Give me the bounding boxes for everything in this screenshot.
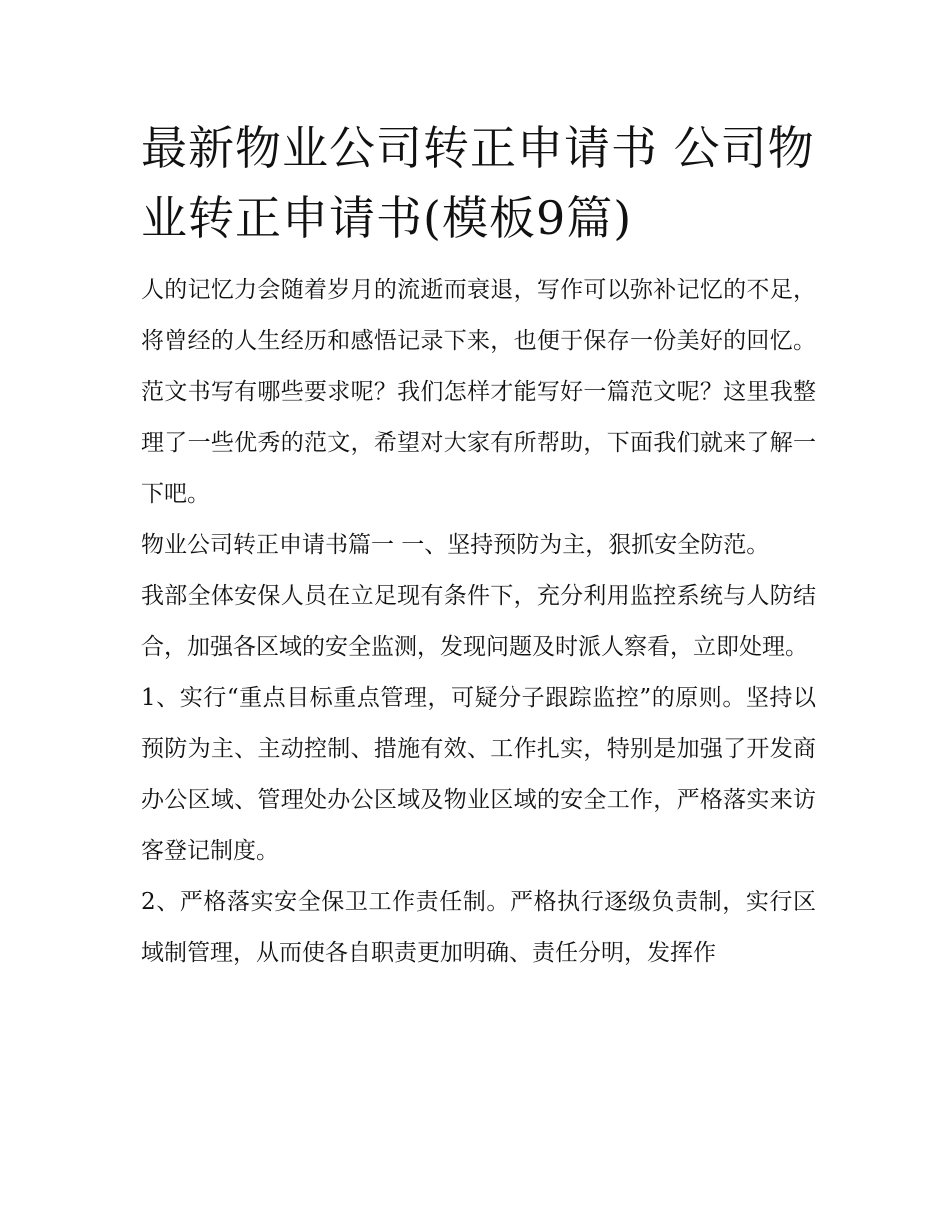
body-paragraph: 2、严格落实安全保卫工作责任制。严格执行逐级负责制，实行区域制管理，从而使各自职责更加明确、责任分明，发挥作 xyxy=(141,889,816,966)
document-body xyxy=(141,113,816,979)
intro-paragraph: 人的记忆力会随着岁月的流逝而衰退，写作可以弥补记忆的不足，将曾经的人生经历和感悟记录下来，也便于保存一份美好的回忆。范文书写有哪些要求呢？我们怎样才能写好一篇范文呢？这里我整理了一些优秀的范文，希望对大家有所帮助，下面我们就来了解一下吧。 xyxy=(141,277,816,507)
section-heading-paragraph: 物业公司转正申请书篇一 一、坚持预防为主，狠抓安全防范。 xyxy=(141,532,770,558)
document-title: 最新物业公司转正申请书 公司物业转正申请书(模板9篇) xyxy=(141,121,815,245)
body-paragraph: 我部全体安保人员在立足现有条件下，充分利用监控系统与人防结合，加强各区域的安全监测，发现问题及时派人察看，立即处理。 xyxy=(141,583,816,660)
body-paragraph: 1、实行“重点目标重点管理，可疑分子跟踪监控”的原则。坚持以预防为主、主动控制、措施有效、工作扎实，特别是加强了开发商办公区域、管理处办公区域及物业区域的安全工作，严格落实来访客登记制度。 xyxy=(141,685,816,864)
